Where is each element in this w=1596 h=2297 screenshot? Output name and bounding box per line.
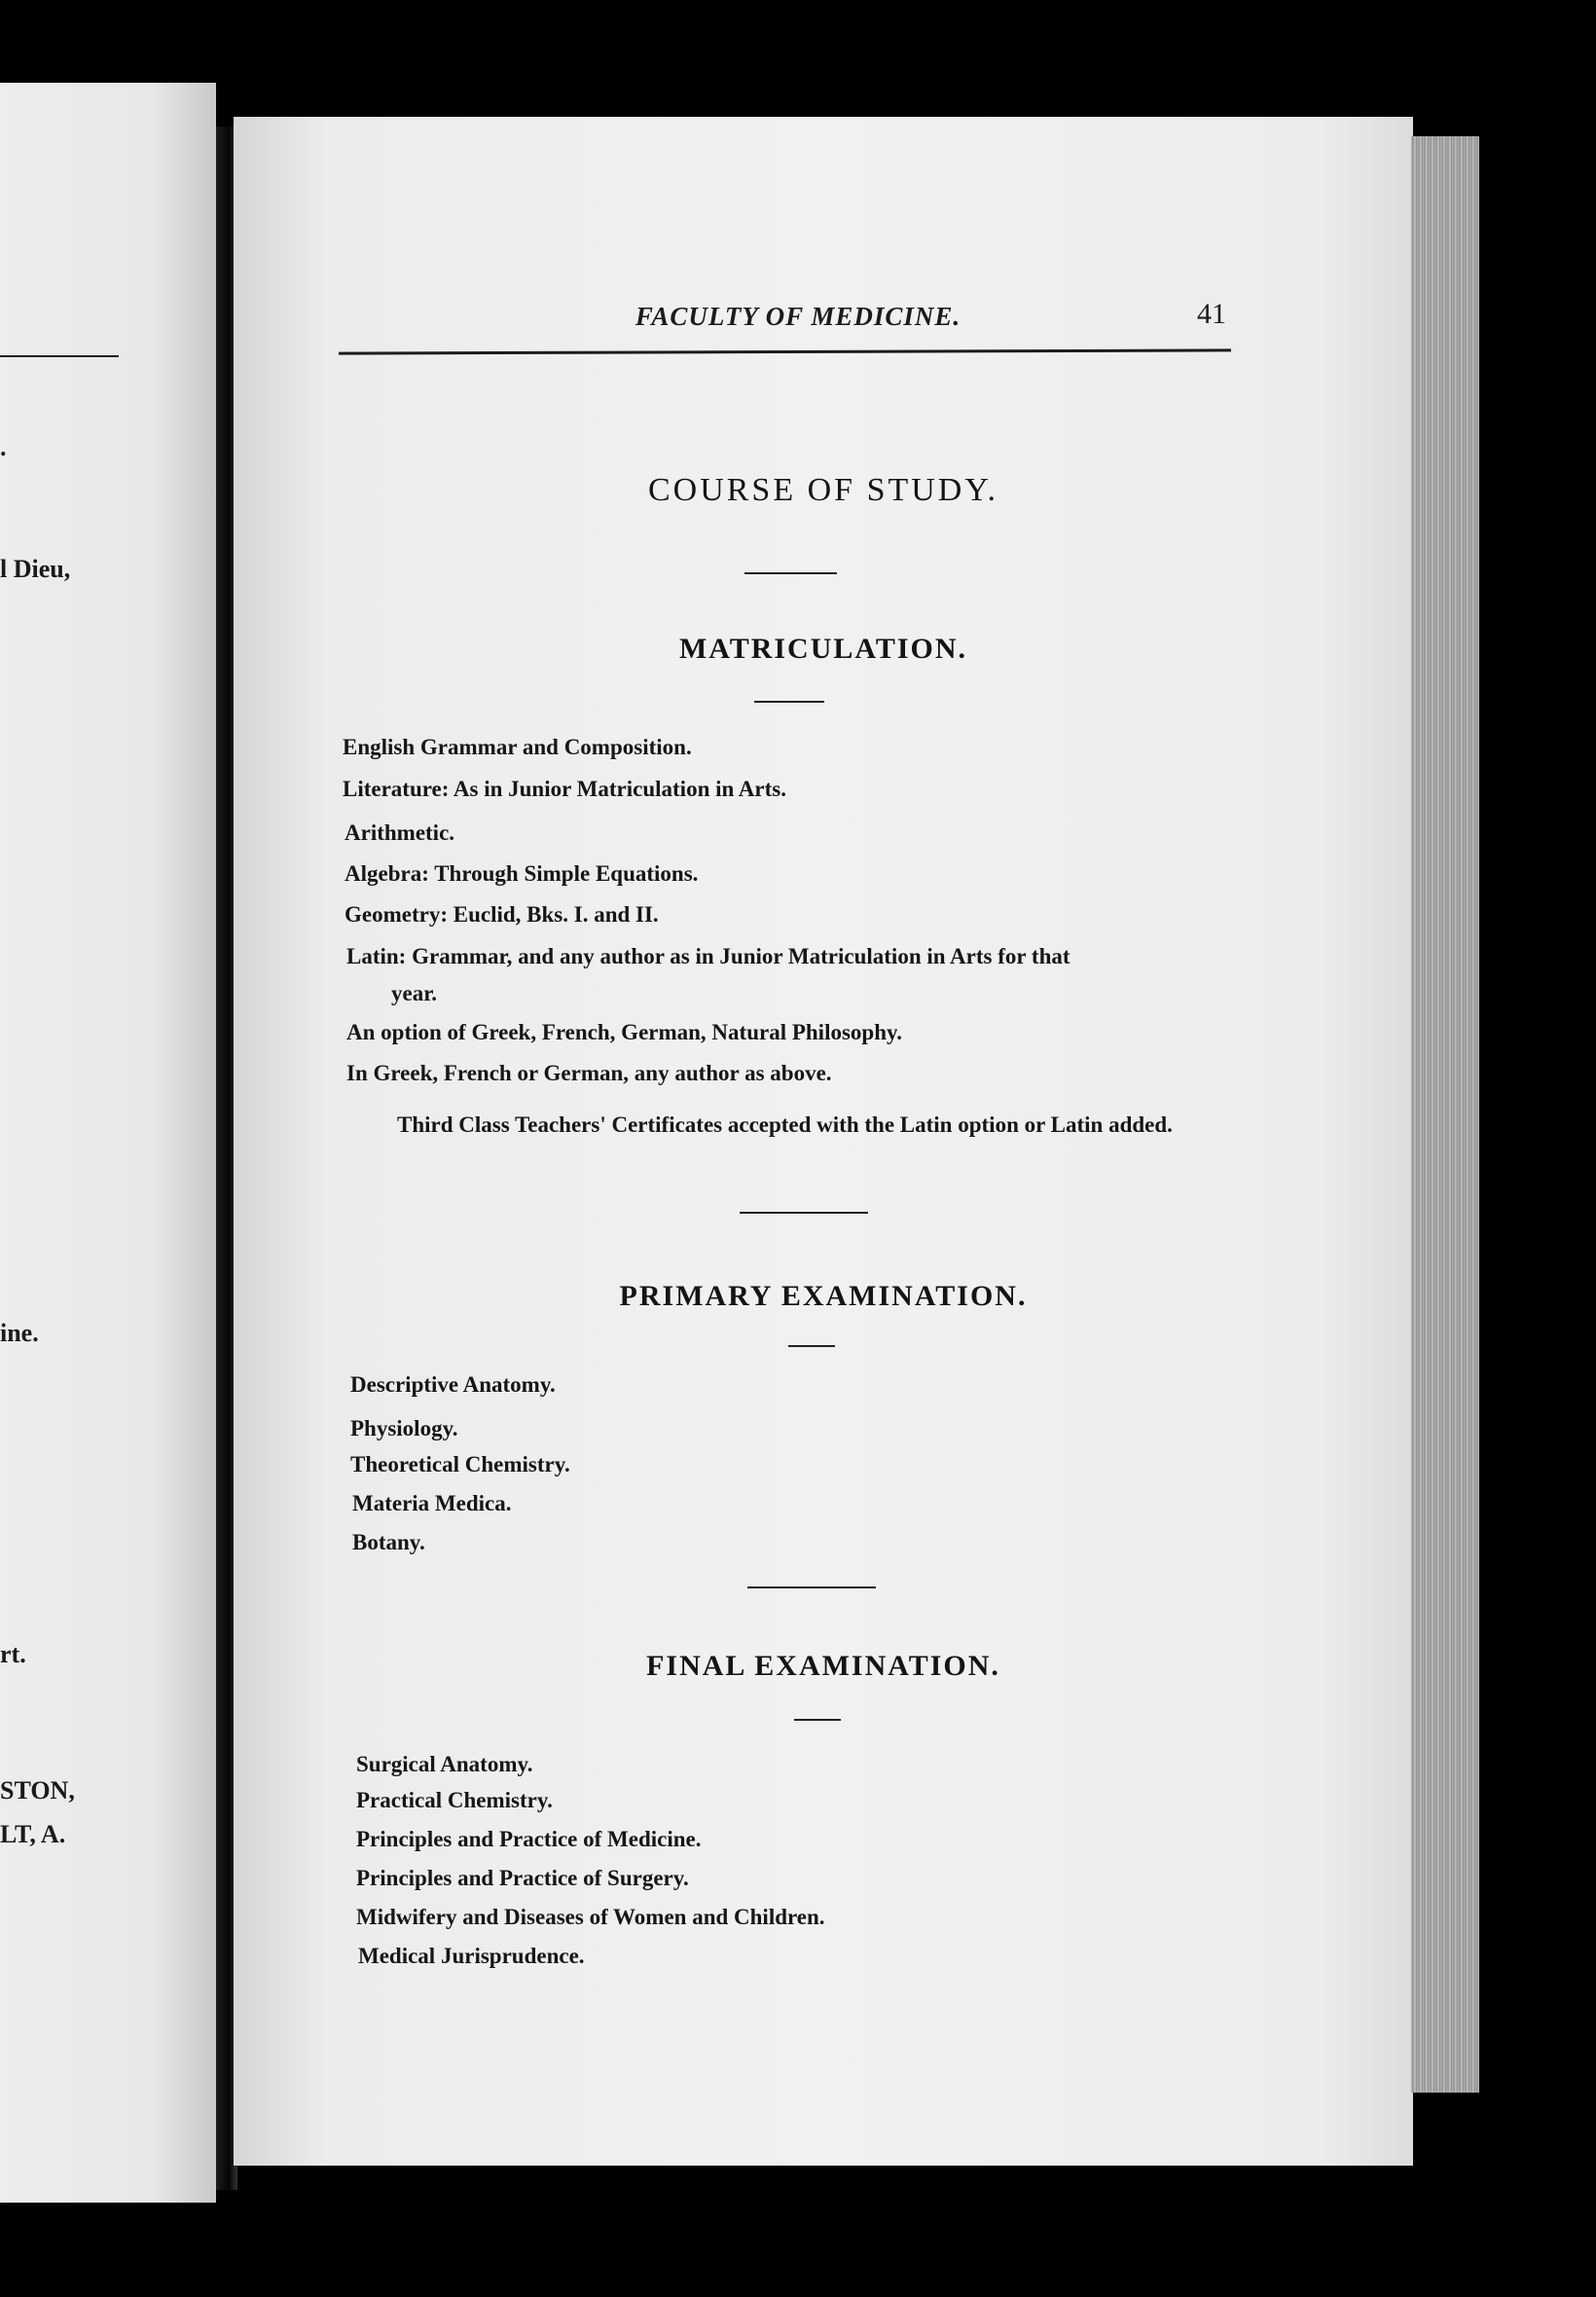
final-item: Medical Jurisprudence. — [358, 1944, 585, 1968]
left-page-fragment: LT, A. — [0, 1820, 66, 1848]
matriculation-item: Algebra: Through Simple Equations. — [345, 861, 699, 886]
matriculation-item: Arithmetic. — [345, 820, 455, 845]
title-rule — [744, 572, 837, 574]
matriculation-item: Latin: Grammar, and any author as in Junior Matriculation in Arts for that — [346, 944, 1070, 968]
left-page — [0, 83, 216, 2203]
section-rule — [794, 1719, 841, 1721]
primary-item: Theoretical Chemistry. — [350, 1452, 570, 1477]
section-rule — [754, 701, 824, 703]
primary-item: Materia Medica. — [352, 1491, 512, 1515]
final-item: Practical Chemistry. — [356, 1788, 553, 1812]
final-item: Principles and Practice of Medicine. — [356, 1827, 702, 1851]
matriculation-item: Literature: As in Junior Matriculation in Arts. — [343, 777, 786, 801]
primary-item: Physiology. — [350, 1416, 458, 1440]
primary-item: Descriptive Anatomy. — [350, 1372, 556, 1397]
matriculation-item: English Grammar and Composition. — [343, 735, 692, 759]
page-title: COURSE OF STUDY. — [647, 472, 999, 508]
page-edges — [1411, 136, 1479, 2093]
section-divider — [740, 1212, 868, 1214]
matriculation-item: An option of Greek, French, German, Natural Philosophy. — [346, 1020, 902, 1044]
left-page-fragment: . — [0, 433, 7, 461]
primary-heading: PRIMARY EXAMINATION. — [619, 1280, 1028, 1312]
final-item: Surgical Anatomy. — [356, 1752, 533, 1776]
header-rule — [339, 348, 1231, 354]
final-heading: FINAL EXAMINATION. — [646, 1650, 1000, 1682]
matriculation-note: Third Class Teachers' Certificates accepted with the Latin option or Latin added. — [397, 1112, 1173, 1137]
matriculation-item-continued: year. — [391, 981, 438, 1005]
left-page-fragment: ine. — [0, 1319, 39, 1347]
left-page-fragment: l Dieu, — [0, 555, 71, 583]
section-rule — [788, 1345, 835, 1347]
left-page-fragment: STON, — [0, 1776, 75, 1805]
matriculation-item: Geometry: Euclid, Bks. I. and II. — [345, 902, 659, 927]
left-page-fragment: rt. — [0, 1640, 26, 1668]
right-page — [234, 117, 1413, 2166]
matriculation-item: In Greek, French or German, any author as above. — [346, 1061, 832, 1085]
left-page-rule — [0, 355, 119, 357]
section-divider — [747, 1586, 876, 1588]
final-item: Principles and Practice of Surgery. — [356, 1866, 689, 1890]
running-head: FACULTY OF MEDICINE. — [635, 302, 961, 331]
primary-item: Botany. — [352, 1530, 425, 1554]
page-number: 41 — [1197, 298, 1226, 330]
matriculation-heading: MATRICULATION. — [678, 633, 968, 665]
final-item: Midwifery and Diseases of Women and Children. — [356, 1905, 825, 1929]
